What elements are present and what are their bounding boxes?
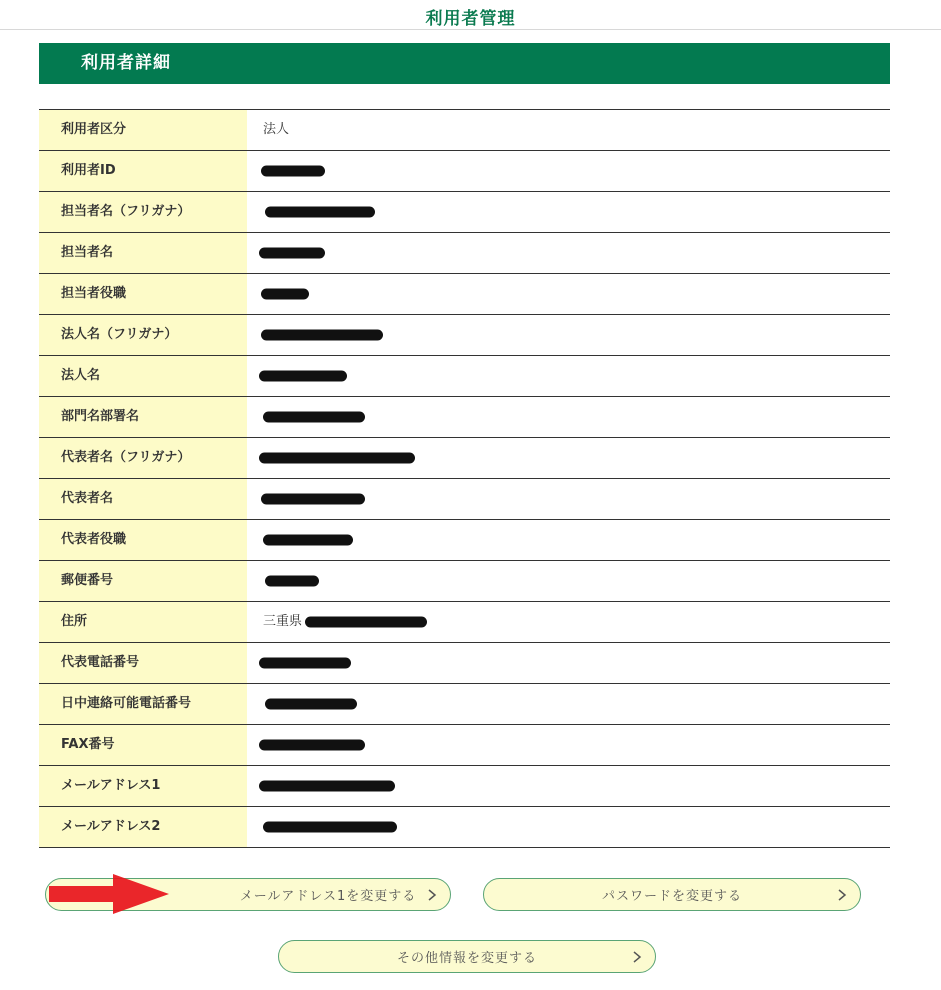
- row-value: [247, 274, 890, 314]
- table-row: [39, 766, 890, 807]
- redaction-mark: [261, 289, 309, 300]
- redaction-mark: [261, 330, 383, 341]
- table-row: [39, 233, 890, 274]
- redaction-mark: [261, 166, 325, 177]
- row-value: [247, 643, 890, 683]
- row-value: [247, 438, 890, 478]
- address-prefix: 三重県: [263, 614, 303, 629]
- table-row: [39, 807, 890, 848]
- table-row: [39, 274, 890, 315]
- row-label: メールアドレス1: [39, 766, 247, 806]
- table-row: [39, 643, 890, 684]
- table-row: [39, 315, 890, 356]
- row-value: [247, 233, 890, 273]
- row-label: 日中連絡可能電話番号: [39, 684, 247, 724]
- row-value: [247, 151, 890, 191]
- row-label: 担当者名（フリガナ）: [39, 192, 247, 232]
- row-label: 利用者ID: [39, 151, 247, 191]
- row-label: 担当者役職: [39, 274, 247, 314]
- row-label: 法人名: [39, 356, 247, 396]
- redaction-mark: [259, 248, 325, 259]
- redaction-mark: [261, 494, 365, 505]
- redaction-mark: [263, 412, 365, 423]
- row-value: [247, 479, 890, 519]
- row-value: [247, 520, 890, 560]
- table-row: [39, 684, 890, 725]
- row-label: 代表電話番号: [39, 643, 247, 683]
- table-row: [39, 356, 890, 397]
- row-label: メールアドレス2: [39, 807, 247, 847]
- button-label: パスワードを変更する: [601, 889, 742, 904]
- redaction-mark: [259, 453, 415, 464]
- row-value: [247, 397, 890, 437]
- table-row: [39, 602, 890, 643]
- row-label: 代表者名（フリガナ）: [39, 438, 247, 478]
- table-row: [39, 151, 890, 192]
- table-row: [39, 438, 890, 479]
- row-value: [247, 561, 890, 601]
- row-label: FAX番号: [39, 725, 247, 765]
- row-value: [247, 356, 890, 396]
- redaction-mark: [263, 822, 397, 833]
- chevron-right-icon: [631, 950, 643, 964]
- row-label: 代表者名: [39, 479, 247, 519]
- chevron-right-icon: [836, 888, 848, 902]
- redaction-mark: [259, 781, 395, 792]
- redaction-mark: [259, 371, 347, 382]
- chevron-right-icon: [426, 888, 438, 902]
- page-title: 利用者管理: [425, 9, 516, 29]
- row-value: [247, 725, 890, 765]
- table-row: [39, 192, 890, 233]
- row-value: [247, 807, 890, 847]
- row-label: 利用者区分: [39, 110, 247, 150]
- header-divider: [0, 29, 941, 30]
- table-row: [39, 725, 890, 766]
- redaction-mark: [265, 576, 319, 587]
- table-row: [39, 479, 890, 520]
- section-header: 利用者詳細: [39, 43, 890, 84]
- table-row: [39, 520, 890, 561]
- table-row: [39, 110, 890, 151]
- row-value: [247, 684, 890, 724]
- change-other-info-button[interactable]: [278, 940, 656, 973]
- table-row: [39, 561, 890, 602]
- row-value: [247, 192, 890, 232]
- row-label: 住所: [39, 602, 247, 642]
- change-password-button[interactable]: [483, 878, 861, 911]
- row-value: [247, 766, 890, 806]
- button-label: メールアドレス1を変更する: [239, 889, 417, 904]
- row-label: 部門名部署名: [39, 397, 247, 437]
- redaction-mark: [263, 535, 353, 546]
- redaction-mark: [259, 740, 365, 751]
- button-label: その他情報を変更する: [396, 951, 537, 966]
- row-label: 法人名（フリガナ）: [39, 315, 247, 355]
- row-value: 法人: [263, 122, 290, 137]
- redaction-mark: [305, 617, 427, 628]
- red-arrow-annotation: [47, 871, 173, 917]
- row-label: 代表者役職: [39, 520, 247, 560]
- redaction-mark: [265, 207, 375, 218]
- row-value: [247, 602, 890, 642]
- row-label: 郵便番号: [39, 561, 247, 601]
- row-value: [247, 315, 890, 355]
- table-row: [39, 397, 890, 438]
- detail-table: [39, 109, 890, 848]
- row-label: 担当者名: [39, 233, 247, 273]
- redaction-mark: [259, 658, 351, 669]
- redaction-mark: [265, 699, 357, 710]
